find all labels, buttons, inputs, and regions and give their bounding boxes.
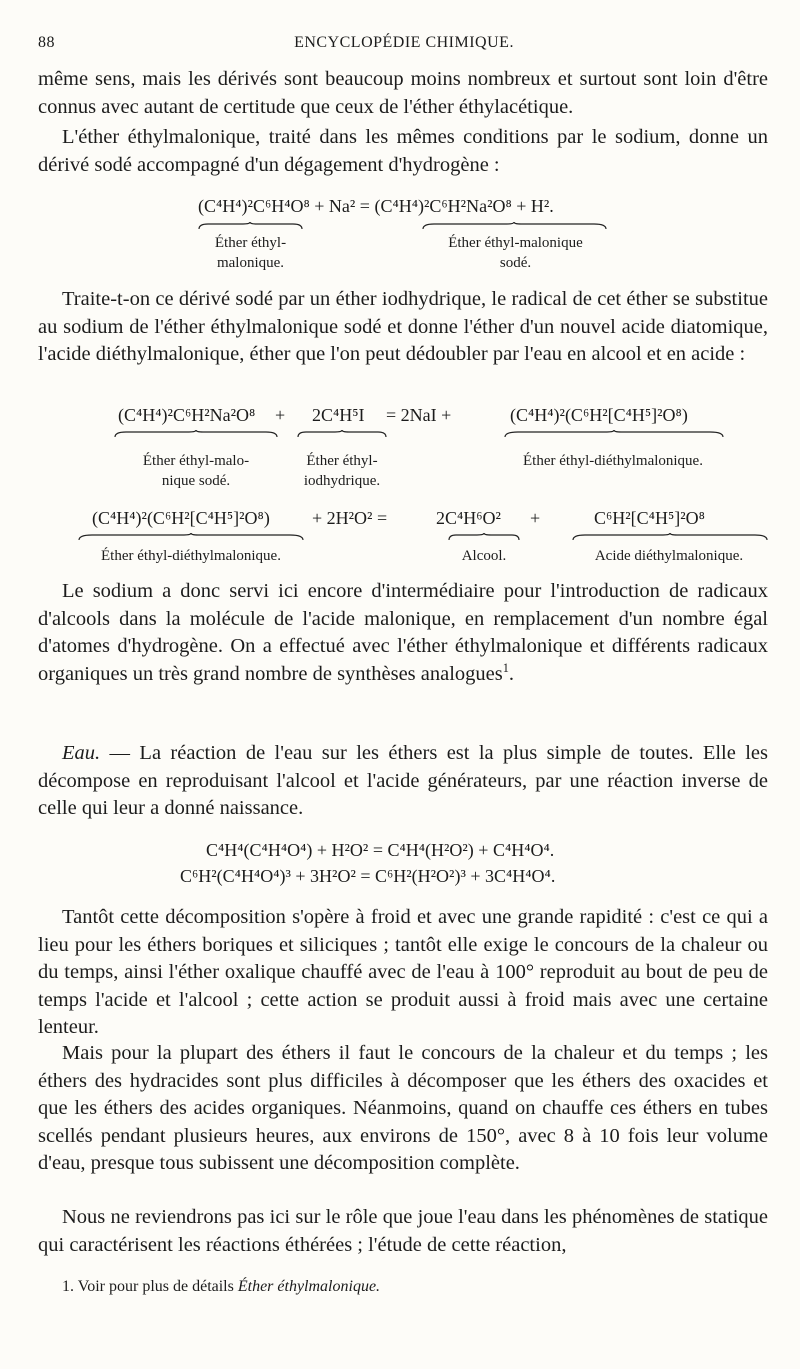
running-title: ENCYCLOPÉDIE CHIMIQUE. <box>294 34 514 51</box>
equation-4-line-1: C⁴H⁴(C⁴H⁴O⁴) + H²O² = C⁴H⁴(H²O²) + C⁴H⁴O⁴. <box>206 840 555 860</box>
equation-label <box>198 233 303 273</box>
equation-label: Éther éthyl-diéthylmalonique. <box>101 548 281 564</box>
equation-label: Alcool. <box>461 548 507 564</box>
equation-4-line-2: C⁶H²(C⁴H⁴O⁴)³ + 3H²O² = C⁶H²(H²O²)³ + 3C⁴H⁴O⁴. <box>180 866 556 886</box>
label-line: Éther éthyl- <box>306 453 378 469</box>
paragraph-7: Mais pour la plupart des éthers il faut le concours de la chaleur et du temps ; les éthers des hydracides sont plus difficiles à décomposer que les éthers des oxacides et que les éthers des acides organiques. Néanmoins, quand on chauffe ces éthers en tubes scellés pendant plusieurs heures, aux environs de 150°, avec 8 à 10 fois leur volume d'eau, presque tous subissent une décomposition complète. <box>38 1042 768 1174</box>
equation-2-term: + <box>275 405 286 425</box>
equation-3-term: 2C⁴H⁶O² <box>436 508 501 528</box>
page-number: 88 <box>38 34 55 51</box>
brace <box>422 222 607 230</box>
equation-label <box>110 451 282 491</box>
paragraph-5 <box>38 740 768 823</box>
brace <box>448 533 520 541</box>
equation-3-term: (C⁴H⁴)²(C⁶H²[C⁴H⁵]²O⁸) <box>92 508 270 528</box>
label-line: sodé. <box>499 255 532 271</box>
page-header <box>38 34 770 58</box>
paragraph-2: L'éther éthylmalonique, traité dans les mêmes conditions par le sodium, donne un dérivé sodé accompagné d'un dégagement d'hydrogène : <box>38 126 768 176</box>
brace <box>78 533 304 541</box>
paragraph-6: Tantôt cette décomposition s'opère à froid et avec une grande rapidité : c'est ce qui a lieu pour les éthers boriques et siliciques ; tantôt elle exige le concours de la chaleur ou du temps, ainsi l'éther oxalique chauffé avec de l'eau à 100° reproduit au bout de peu de temps l'acide et l'alcool ; cette action se produit aussi à froid mais avec une certaine lenteur. <box>38 906 768 1038</box>
equation-2-term: (C⁴H⁴)²(C⁶H²[C⁴H⁵]²O⁸) <box>510 405 688 425</box>
brace <box>572 533 768 541</box>
label-line: Éther éthyl- <box>214 235 287 251</box>
paragraph-8: Nous ne reviendrons pas ici sur le rôle que joue l'eau dans les phénomènes de statique qui caractérisent les réactions éthérées ; l'étude de cette réaction, <box>38 1206 768 1256</box>
footnote-marker: 1 <box>502 660 509 675</box>
footnote-text: Voir pour plus de détails <box>77 1278 234 1295</box>
label-line: Éther éthyl-malonique <box>448 235 583 251</box>
equation-label <box>418 233 613 273</box>
brace <box>504 430 724 438</box>
footnote <box>62 1278 380 1296</box>
label-line: malonique. <box>216 255 285 271</box>
brace <box>297 430 387 438</box>
paragraph-4-text: Le sodium a donc servi ici encore d'intermédiaire pour l'introduction de radicaux d'alcools dans la molécule de l'acide malonique, en remplacement d'un nombre égal d'atomes d'hydrogène. On a effectué avec l'éther éthylmalonique et différents radicaux organiques un très grand nombre de synthèses analogues <box>38 580 768 685</box>
equation-label <box>288 451 396 491</box>
equation-2-term: 2C⁴H⁵I <box>312 405 365 425</box>
paragraph-4: Le sodium a donc servi ici encore d'intermédiaire pour l'introduction de radicaux d'alcools dans la molécule de l'acide malonique, en remplacement d'un nombre égal d'atomes d'hydrogène. On a effectué avec l'éther éthylmalonique et différents radicaux organiques un très grand nombre de synthèses analogues$^1$. <box>38 580 768 685</box>
equation-3-term: C⁶H²[C⁴H⁵]²O⁸ <box>594 508 705 528</box>
equation-label: Éther éthyl-diéthylmalonique. <box>523 453 703 469</box>
equation-3-term: + <box>530 508 541 528</box>
footnote-number: 1. <box>62 1278 74 1295</box>
footnote-reference: Éther éthylmalonique. <box>237 1278 381 1295</box>
label-line: iodhydrique. <box>303 473 381 489</box>
equation-2-term: (C⁴H⁴)²C⁶H²Na²O⁸ <box>118 405 256 425</box>
paragraph-5-text: — La réaction de l'eau sur les éthers est la plus simple de toutes. Elle les décompose en reproduisant l'alcool et l'acide générateurs, par une réaction inverse de celle qui leur a donné naissance. <box>38 742 768 819</box>
paragraph-3: Traite-t-on ce dérivé sodé par un éther iodhydrique, le radical de cet éther se substitue au sodium de l'éther éthylmalonique sodé et donne l'éther d'un nouvel acide diatomique, l'acide diéthylmalonique, éther que l'on peut dédoubler par l'eau en alcool et en acide : <box>38 288 768 365</box>
label-line: Éther éthyl-malo- <box>142 453 250 469</box>
equation-label: Acide diéthylmalonique. <box>594 548 744 564</box>
section-title: Eau. <box>62 742 101 764</box>
equation-3-term: + 2H²O² = <box>312 508 388 528</box>
label-line: nique sodé. <box>161 473 231 489</box>
brace <box>198 222 303 230</box>
brace <box>114 430 278 438</box>
equation-2-term: = 2NaI + <box>386 405 452 425</box>
paragraph-1: même sens, mais les dérivés sont beaucoup moins nombreux et surtout sont loin d'être connus avec autant de certitude que ceux de l'éther éthylacétique. <box>38 68 768 118</box>
equation-1: (C⁴H⁴)²C⁶H⁴O⁸ + Na² = (C⁴H⁴)²C⁶H²Na²O⁸ + H². <box>198 196 554 216</box>
